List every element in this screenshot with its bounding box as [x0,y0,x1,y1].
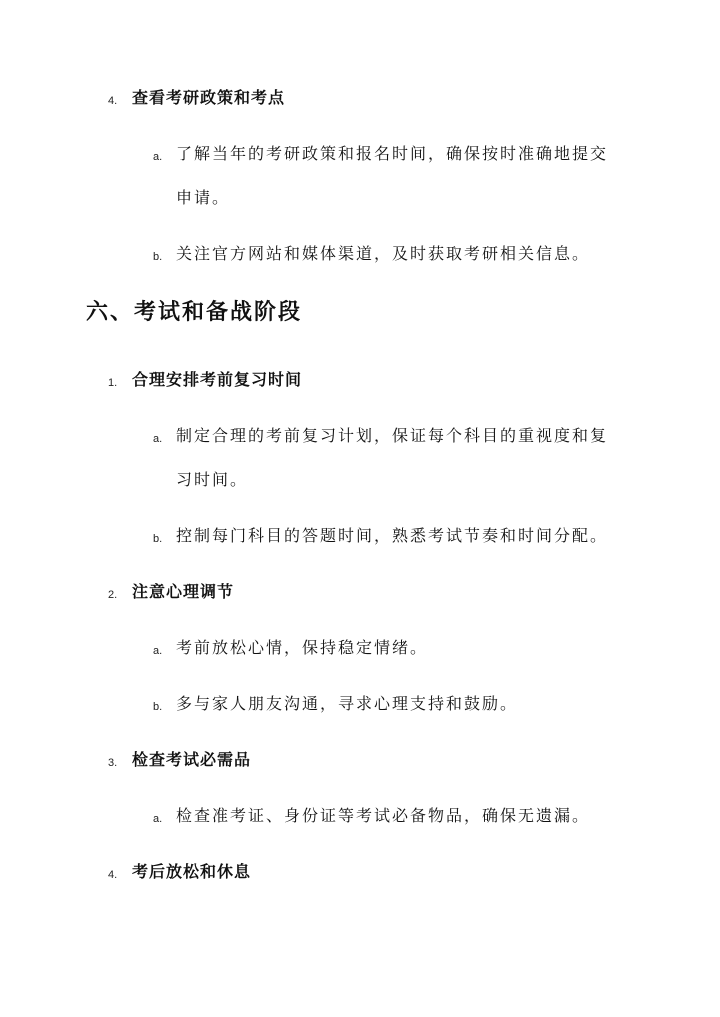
list-number: 3. [108,757,118,769]
sub-list-text-continued: 申请。 [176,188,231,207]
sub-list-text: 多与家人朋友沟通，寻求心理支持和鼓励。 [176,694,519,713]
list-item-heading: 查看考研政策和考点 [132,88,286,107]
sub-list-letter: b. [153,533,163,545]
list-item-heading: 合理安排考前复习时间 [132,370,303,389]
list-item-heading: 考后放松和休息 [132,862,252,881]
sub-list-letter: a. [153,645,163,657]
sub-list-letter: b. [153,251,163,263]
sub-list-text: 检查准考证、身份证等考试必备物品，确保无遗漏。 [176,806,591,825]
sub-list-text: 关注官方网站和媒体渠道，及时获取考研相关信息。 [176,244,591,263]
list-number: 1. [108,377,118,389]
sub-list-text: 了解当年的考研政策和报名时间，确保按时准确地提交 [176,144,609,163]
list-item-heading: 注意心理调节 [132,582,235,601]
list-number: 4. [108,95,118,107]
list-number: 2. [108,589,118,601]
list-number: 4. [108,869,118,881]
sub-list-letter: b. [153,701,163,713]
sub-list-text: 控制每门科目的答题时间，熟悉考试节奏和时间分配。 [176,526,609,545]
sub-list-text-continued: 习时间。 [176,470,249,489]
sub-list-letter: a. [153,813,163,825]
sub-list-text: 考前放松心情，保持稳定情绪。 [176,638,429,657]
list-item-heading: 检查考试必需品 [132,750,252,769]
section-title: 六、考试和备战阶段 [86,300,303,325]
sub-list-text: 制定合理的考前复习计划，保证每个科目的重视度和复 [176,426,609,445]
sub-list-letter: a. [153,151,163,163]
sub-list-letter: a. [153,433,163,445]
